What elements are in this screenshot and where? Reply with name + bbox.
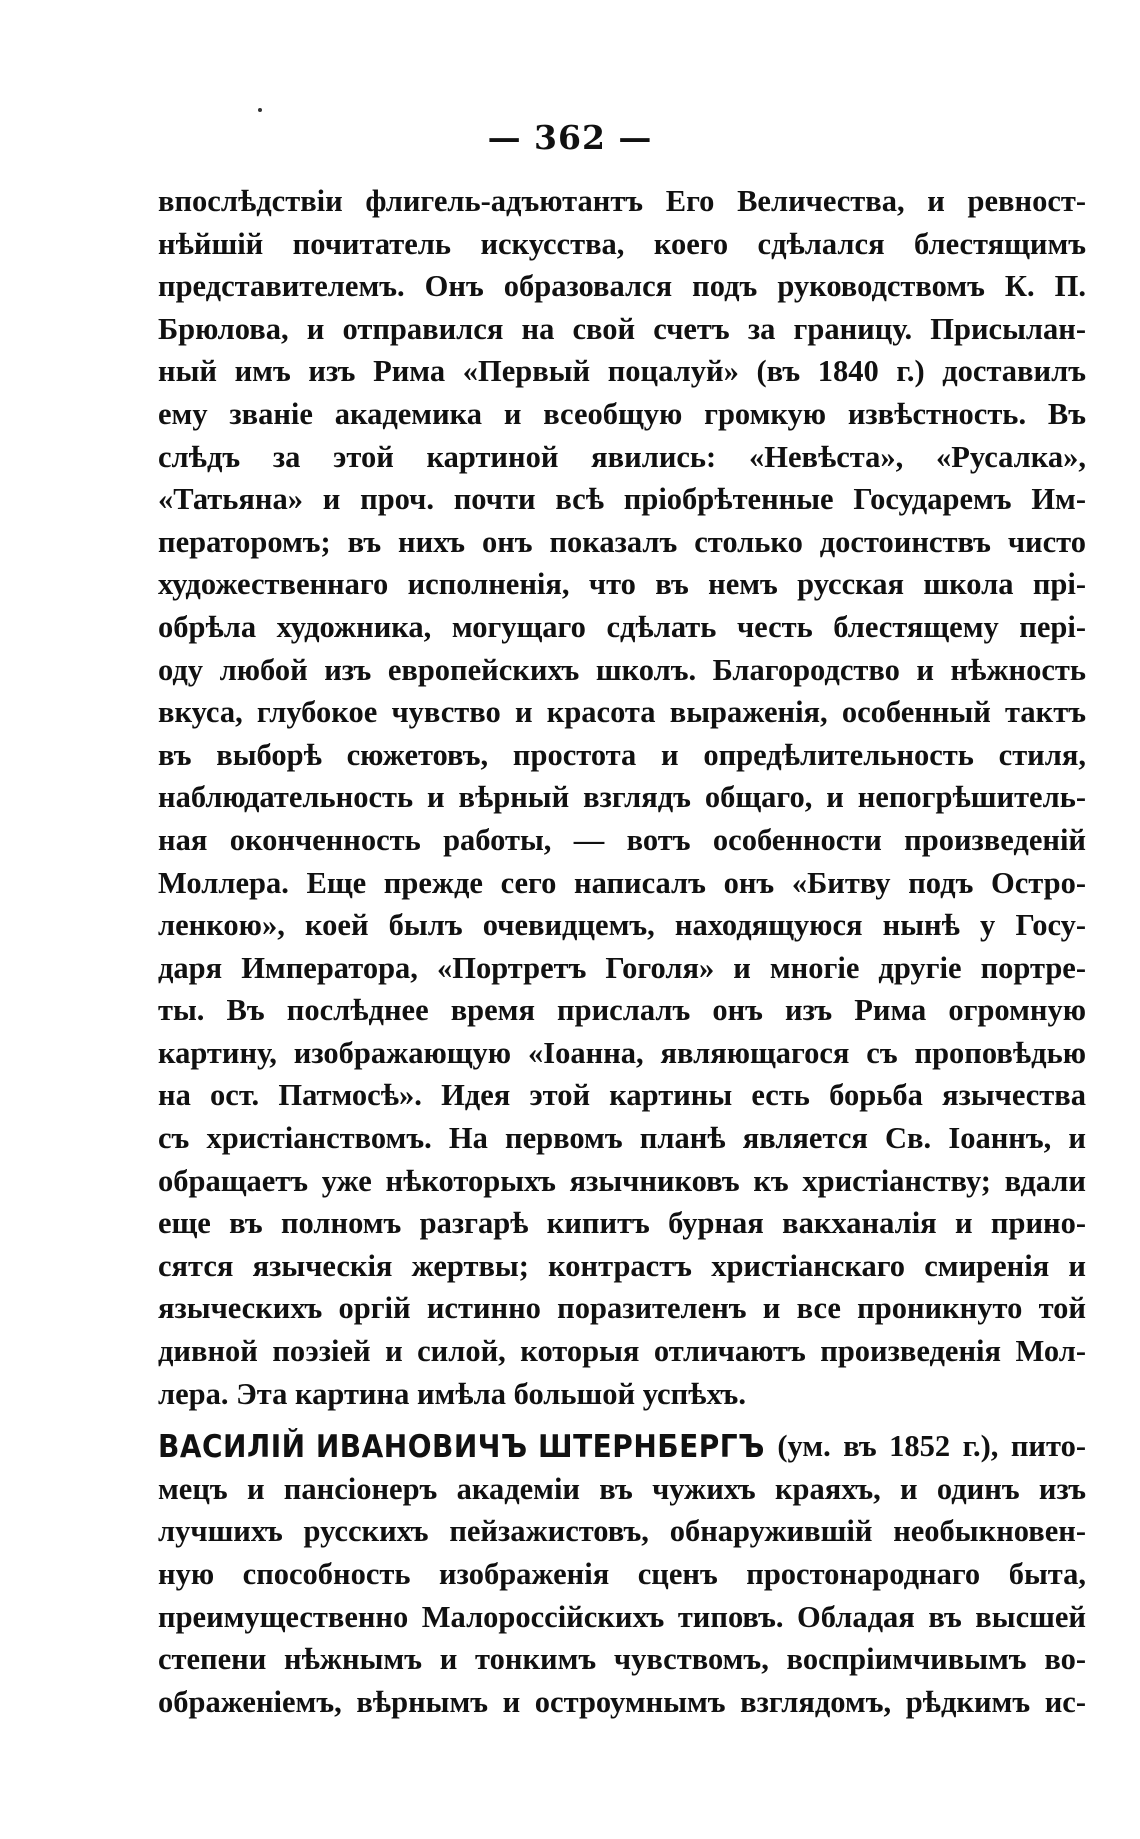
ink-speck	[258, 108, 262, 112]
text-line: представителемъ. Онъ образовался подъ руководствомъ К. П.	[158, 269, 1086, 304]
text-line: на ост. Патмосѣ». Идея этой картины есть борьба язычества	[158, 1078, 1086, 1113]
text-line: художественнаго исполненія, что въ немъ русская школа прі-	[158, 567, 1086, 602]
text-line: дивной поэзіей и силой, которыя отличаютъ произведенія Мол-	[158, 1334, 1086, 1369]
text-line: преимущественно Малороссійскихъ типовъ. Обладая въ высшей	[158, 1599, 1086, 1634]
text-line: слѣдъ за этой картиной явились: «Невѣста», «Русалка»,	[158, 439, 1086, 474]
text-line: обращаетъ уже нѣкоторыхъ язычниковъ къ христіанству; вдали	[158, 1163, 1086, 1198]
text-line: сятся языческія жертвы; контрастъ христіанскаго смиренія и	[158, 1248, 1086, 1283]
text-line-rest: (ум. въ 1852 г.), пито-	[764, 1429, 1086, 1464]
text-line: вкуса, глубокое чувство и красота выраженія, особенный тактъ	[158, 695, 1086, 730]
text-line: языческихъ оргій истинно поразителенъ и все проникнуто той	[158, 1291, 1086, 1326]
text-line: наблюдательность и вѣрный взглядъ общаго, и непогрѣшитель-	[158, 780, 1086, 815]
page-body	[158, 180, 1086, 1723]
text-line: лучшихъ русскихъ пейзажистовъ, обнаружившій необыкновен-	[158, 1514, 1086, 1549]
text-line: ную способность изображенія сценъ простонароднаго быта,	[158, 1557, 1086, 1591]
text-line: ему званіе академика и всеобщую громкую извѣстность. Въ	[158, 396, 1086, 431]
text-line: ображеніемъ, вѣрнымъ и остроумнымъ взглядомъ, рѣдкимъ ис-	[158, 1684, 1086, 1719]
text-line: ленкою», коей былъ очевидцемъ, находящуюся нынѣ у Госу-	[158, 908, 1086, 943]
paragraph-gap	[158, 1415, 1086, 1425]
paragraph-moller	[158, 180, 1086, 1415]
text-line: «Татьяна» и проч. почти всѣ пріобрѣтенные Государемъ Им-	[158, 482, 1086, 517]
text-line: даря Императора, «Портретъ Гоголя» и многіе другіе портре-	[158, 950, 1086, 985]
text-line: лера. Эта картина имѣла большой успѣхъ.	[158, 1376, 746, 1411]
text-line: ты. Въ послѣднее время прислалъ онъ изъ Рима огромную	[158, 993, 1086, 1028]
text-line: обрѣла художника, могущаго сдѣлать честь блестящему пері-	[158, 609, 1086, 644]
text-line: впослѣдствіи флигель-адъютантъ Его Величества, и ревност-	[158, 184, 1086, 218]
text-line: ная оконченность работы, — вотъ особенности произведеній	[158, 822, 1086, 857]
text-line: оду любой изъ европейскихъ школъ. Благородство и нѣжность	[158, 652, 1086, 687]
text-line: Моллера. Еще прежде сего написалъ онъ «Битву подъ Остро-	[158, 865, 1086, 900]
text-line: ный имъ изъ Рима «Первый поцалуй» (въ 1840 г.) доставилъ	[158, 354, 1086, 389]
text-line: съ христіанствомъ. На первомъ планѣ является Св. Іоаннъ, и	[158, 1121, 1086, 1156]
text-line: Брюлова, и отправился на свой счетъ за границу. Присылан-	[158, 311, 1086, 346]
person-name: ВАСИЛІЙ ИВАНОВИЧЪ ШТЕРНБЕРГЪ	[158, 1428, 765, 1466]
text-line: картину, изображающую «Іоанна, являющагося съ проповѣдью	[158, 1035, 1086, 1070]
text-line: ператоромъ; въ нихъ онъ показалъ столько достоинствъ чисто	[158, 524, 1086, 559]
page-number: — 362 —	[487, 118, 653, 157]
paragraph-sternberg	[158, 1425, 1086, 1723]
text-line: мецъ и пансіонеръ академіи въ чужихъ краяхъ, и одинъ изъ	[158, 1471, 1086, 1506]
text-line	[158, 1425, 1086, 1468]
text-line: еще въ полномъ разгарѣ кипитъ бурная вакханалія и прино-	[158, 1206, 1086, 1241]
text-line: нѣйшій почитатель искусства, коего сдѣлался блестящимъ	[158, 226, 1086, 261]
text-line: въ выборѣ сюжетовъ, простота и опредѣлительность стиля,	[158, 737, 1086, 772]
text-line: степени нѣжнымъ и тонкимъ чувствомъ, воспріимчивымъ во-	[158, 1642, 1086, 1677]
